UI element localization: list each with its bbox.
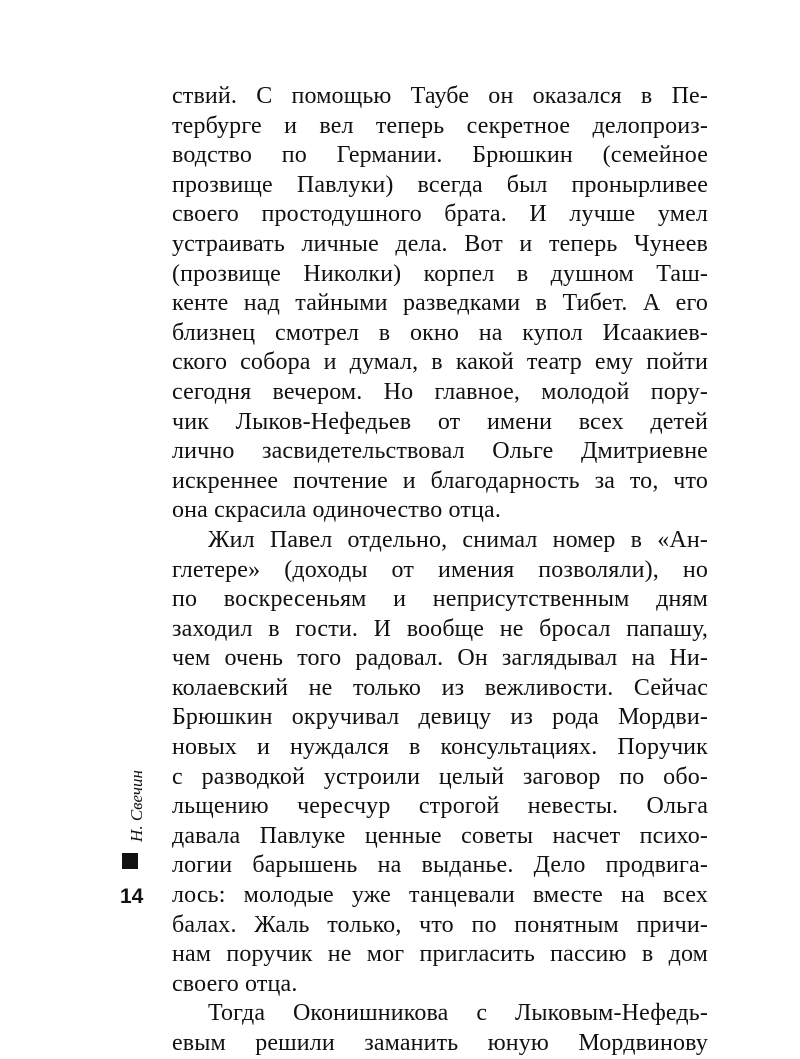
text-line: заходил в гости. И вообще не бросал папашу, xyxy=(172,615,708,642)
text-line: (прозвище Николки) корпел в душном Таш- xyxy=(172,260,708,287)
paragraph-end-line: она скрасила одиночество отца. xyxy=(172,497,501,524)
text-line: лично засвидетельствовал Ольге Дмитриевне xyxy=(172,438,708,465)
text-line: евым решили заманить юную Мордвинову xyxy=(172,1030,708,1056)
text-line: чем очень того радовал. Он заглядывал на Ни- xyxy=(172,645,708,672)
text-line: искреннее почтение и благодарность за то, что xyxy=(172,467,708,494)
paragraph-first-line: Жил Павел отдельно, снимал номер в «Ан- xyxy=(208,526,708,553)
text-line: чик Лыков-Нефедьев от имени всех детей xyxy=(172,408,708,435)
text-line: балах. Жаль только, что по понятным причи- xyxy=(172,911,708,938)
paragraph-first-line: Тогда Оконишникова с Лыковым-Нефедь- xyxy=(208,1000,708,1027)
text-line: нам поручик не мог пригласить пассию в дом xyxy=(172,941,708,968)
text-line: льщению чересчур строгой невесты. Ольга xyxy=(172,793,708,820)
text-line: логии барышень на выданье. Дело продвига- xyxy=(172,852,708,879)
text-line: устраивать личные дела. Вот и теперь Чунеев xyxy=(172,230,708,257)
text-line: лось: молодые уже танцевали вместе на всех xyxy=(172,882,708,909)
text-line: ского собора и думал, в какой театр ему пойти xyxy=(172,349,708,376)
text-line: кенте над тайными разведками в Тибет. А его xyxy=(172,290,708,317)
text-line: своего простодушного брата. И лучше умел xyxy=(172,201,708,228)
text-line: близнец смотрел в окно на купол Исаакиев- xyxy=(172,319,708,346)
text-line: прозвище Павлуки) всегда был пронырливее xyxy=(172,171,708,198)
text-line: тербурге и вел теперь секретное делопроиз- xyxy=(172,112,708,139)
text-line: давала Павлуке ценные советы насчет психо- xyxy=(172,822,708,849)
text-line: по воскресеньям и неприсутственным дням xyxy=(172,586,708,613)
text-line: водство по Германии. Брюшкин (семейное xyxy=(172,142,708,169)
text-line: новых и нуждался в консультациях. Поручик xyxy=(172,734,708,761)
text-line: с разводкой устроили целый заговор по обо- xyxy=(172,763,708,790)
text-line: колаевский не только из вежливости. Сейчас xyxy=(172,674,708,701)
running-head xyxy=(118,770,156,842)
text-line: сегодня вечером. Но главное, молодой пору- xyxy=(172,378,708,405)
text-line: Брюшкин окручивал девицу из рода Мордви- xyxy=(172,704,708,731)
page-number: 14 xyxy=(120,885,144,908)
page-marker-square xyxy=(122,853,138,869)
text-line: глетере» (доходы от имения позволяли), но xyxy=(172,556,708,583)
text-line: ствий. С помощью Таубе он оказался в Пе- xyxy=(172,83,708,109)
paragraph-end-line: своего отца. xyxy=(172,970,298,997)
running-head-author: Н. Свечин xyxy=(127,770,146,842)
body-text xyxy=(172,82,708,1059)
